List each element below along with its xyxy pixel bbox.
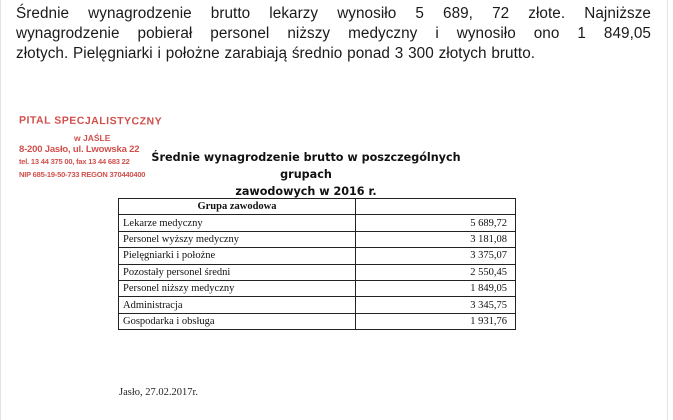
stamp-line: tel. 13 44 375 00, fax 13 44 683 22 [19,157,130,166]
stamp-line: NIP 685-19-50-733 REGON 370440400 [19,170,146,179]
scanned-document-image [7,108,647,418]
table-row [119,248,516,264]
article-line: złotych. Pielęgniarki i położne zarabiają średnio ponad 3 300 złotych brutto. [16,45,536,62]
value-cell: 2 550,45 [356,264,516,280]
place-date: Jasło, 27.02.2017r. [119,387,199,398]
table-row [119,297,516,313]
document-title [141,149,471,200]
value-cell: 1 931,76 [356,313,516,329]
group-cell: Pielęgniarki i położne [119,248,356,264]
group-cell: Lekarze medyczny [119,215,356,231]
article-line: wynagrodzenie pobierał personel niższy medyczny i wynosiło ono 1 849,05 [16,25,651,42]
table-row [119,264,516,280]
table-header-row [119,199,516,215]
salary-table-wrapper [118,198,516,330]
document-title-line: zawodowych w 2016 r. [235,185,377,198]
value-cell: 3 345,75 [356,297,516,313]
column-header-value [356,199,516,215]
group-cell: Pozostały personel średni [119,264,356,280]
stamp-line: 8-200 Jasło, ul. Lwowska 22 [19,144,140,155]
value-cell: 5 689,72 [356,215,516,231]
stamp-line: w JAŚLE [74,133,111,143]
group-cell: Personel niższy medyczny [119,280,356,296]
stamp-line: PITAL SPECJALISTYCZNY [18,114,163,128]
article-line: Średnie wynagrodzenie brutto lekarzy wynosiło 5 689, 72 złote. Najniższe [16,5,651,22]
group-cell: Personel wyższy medyczny [119,231,356,247]
value-cell: 3 375,07 [356,248,516,264]
column-header-group: Grupa zawodowa [119,199,356,215]
table-row [119,231,516,247]
salary-table [118,198,516,330]
document-title-line: Średnie wynagrodzenie brutto w poszczególnych grupach [151,151,461,181]
group-cell: Gospodarka i obsługa [119,313,356,329]
value-cell: 1 849,05 [356,280,516,296]
value-cell: 3 181,08 [356,231,516,247]
table-row [119,280,516,296]
article-paragraph [16,4,651,64]
group-cell: Administracja [119,297,356,313]
table-row [119,215,516,231]
table-row [119,313,516,329]
